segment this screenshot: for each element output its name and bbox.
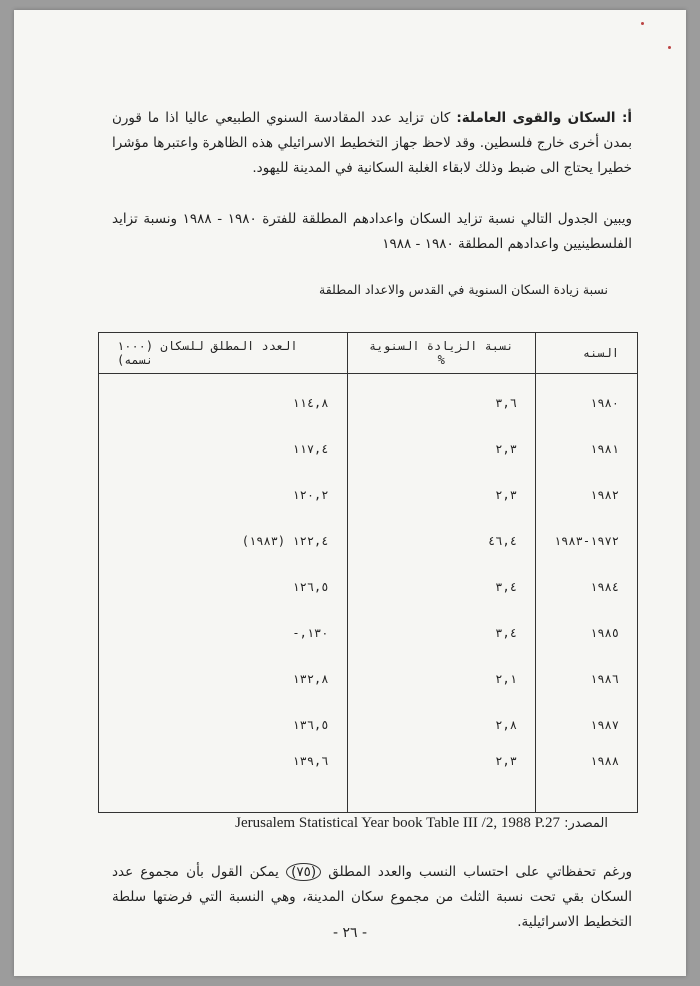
cell-year: ١٩٨٥: [535, 610, 637, 656]
cell-rate: ٢,٣: [347, 472, 535, 518]
table-row: [99, 564, 638, 610]
cell-rate: ٣,٦: [347, 374, 535, 427]
table-row: [99, 748, 638, 813]
source-label: المصدر:: [564, 816, 608, 831]
cell-year: ١٩٨٧: [535, 702, 637, 748]
section-heading: أ: السكان والقوى العاملة:: [456, 110, 633, 126]
cell-total: ١٢٠,٢: [99, 472, 348, 518]
table-row: [99, 426, 638, 472]
cell-year: ١٩٧٢-١٩٨٣: [535, 518, 637, 564]
table-row: [99, 472, 638, 518]
header-year: السنه: [535, 333, 637, 374]
population-table: [98, 332, 638, 813]
conclusion-text-start: ورغم تحفظاتي على احتساب النسب والعدد المطلق: [328, 864, 633, 880]
cell-year: ١٩٨٠: [535, 374, 637, 427]
cell-year: ١٩٨١: [535, 426, 637, 472]
footnote-reference: (٧٥): [286, 863, 321, 881]
cell-rate: ٢,٣: [347, 426, 535, 472]
table-row: [99, 656, 638, 702]
conclusion-paragraph: [112, 860, 632, 935]
cell-total: ١١٤,٨: [99, 374, 348, 427]
intro-paragraph: [112, 106, 632, 181]
cell-total: ١٣٩,٦: [99, 748, 348, 813]
cell-year: ١٩٨٤: [535, 564, 637, 610]
header-total: العدد المطلق للسكان (١٠٠٠ نسمه): [99, 333, 348, 374]
cell-total: ١٣٠,-: [99, 610, 348, 656]
cell-rate: ٢,٣: [347, 748, 535, 813]
cell-year: ١٩٨٨: [535, 748, 637, 813]
table-row: [99, 518, 638, 564]
cell-total: ١٣٦,٥: [99, 702, 348, 748]
cell-total: ١٢٦,٥: [99, 564, 348, 610]
intro-text: كان تزايد عدد المقادسة السنوي الطبيعي عاليا اذا ما قورن بمدن أخرى خارج فلسطين. وقد لاحظ جهاز التخطيط الاسرائيلي هذه الظاهرة واعتبرها مؤشرا خطيرا يحتاج الى ضبط وذلك لابقاء الغلبة السكانية في المدينة لليهود.: [112, 110, 632, 176]
cell-year: ١٩٨٦: [535, 656, 637, 702]
table-intro-paragraph: ويبين الجدول التالي نسبة تزايد السكان واعدادهم المطلقة للفترة ١٩٨٠ - ١٩٨٨ ونسبة تزايد الفلسطينيين واعدادهم المطلقة ١٩٨٠ - ١٩٨٨: [112, 211, 632, 252]
table-header-row: [99, 333, 638, 374]
cell-rate: ٣,٤: [347, 564, 535, 610]
header-rate: نسبة الزيادة السنوية %: [347, 333, 535, 374]
cell-rate: ٢,١: [347, 656, 535, 702]
cell-rate: ٤٦,٤: [347, 518, 535, 564]
cell-rate: ٢,٨: [347, 702, 535, 748]
cell-total: ١١٧,٤: [99, 426, 348, 472]
source-line: [235, 815, 608, 832]
cell-total: ١٢٢,٤ (١٩٨٣): [99, 518, 348, 564]
source-citation: Jerusalem Statistical Year book Table III /2, 1988 P.27: [235, 815, 561, 831]
table-caption: نسبة زيادة السكان السنوية في القدس والاعداد المطلقة: [319, 282, 608, 297]
cell-year: ١٩٨٢: [535, 472, 637, 518]
cell-rate: ٣,٤: [347, 610, 535, 656]
speck-mark: [641, 22, 644, 25]
conclusion-text-end: يمكن القول بأن مجموع عدد السكان بقي تحت نسبة الثلث من مجموع سكان المدينة، وهي النسبة التي فرضتها سلطة التخطيط الاسرائيلية.: [112, 864, 632, 930]
document-page: [14, 10, 686, 976]
speck-mark: [668, 46, 671, 49]
table-row: [99, 610, 638, 656]
table-row: [99, 374, 638, 427]
table-row: [99, 702, 638, 748]
page-number: - ٢٦ -: [332, 925, 368, 941]
cell-total: ١٣٢,٨: [99, 656, 348, 702]
